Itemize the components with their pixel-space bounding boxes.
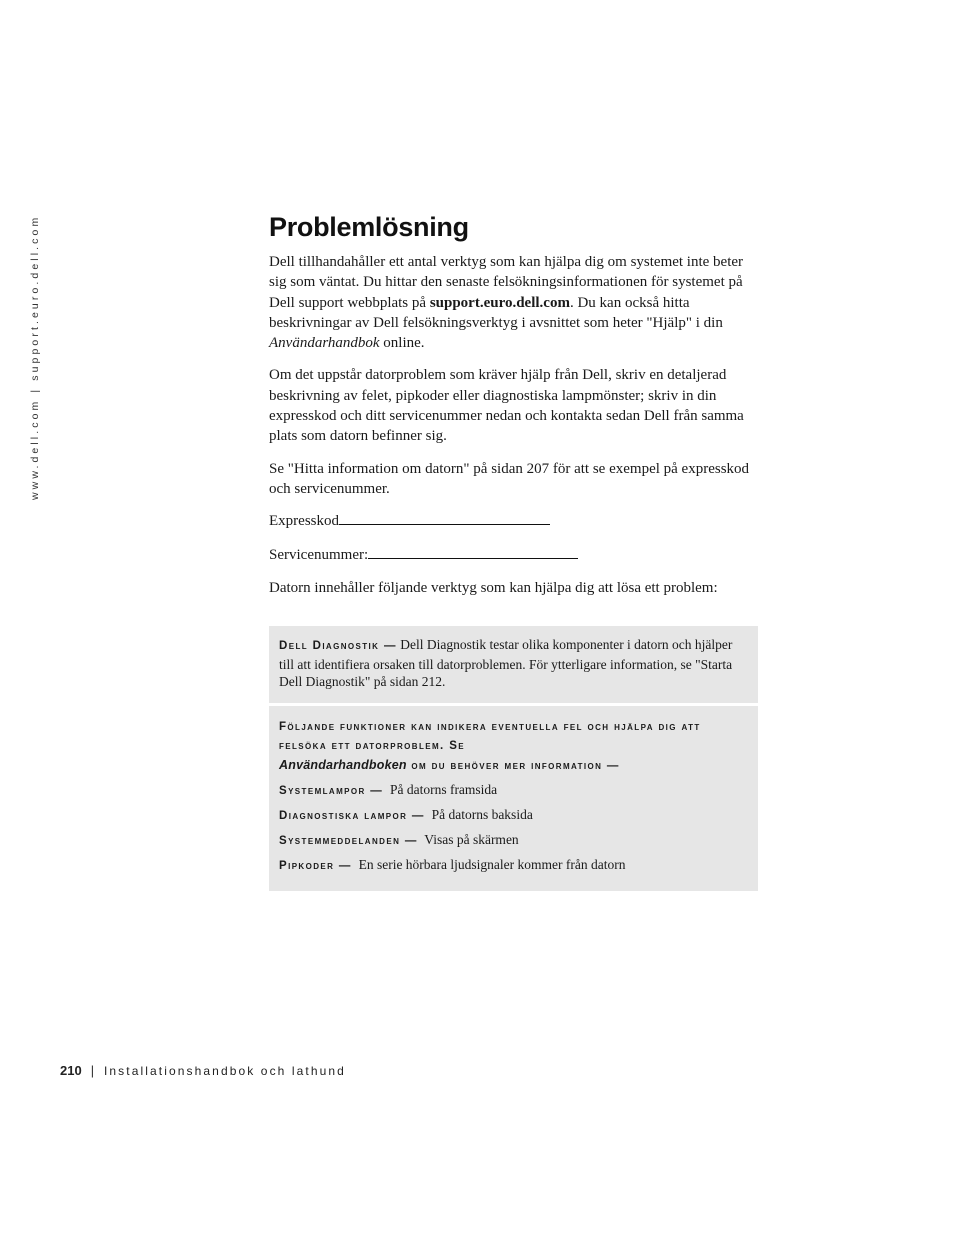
intro-text-1: Dell tillhandahåller ett antal verktyg som kan hjälpa dig om systemet inte beter sig som väntat. Du hittar den senaste felsökningsinformationen för systemet på Dell support webbplats på [269, 254, 744, 311]
indicator-term: Systemmeddelanden — [279, 835, 418, 848]
indicator-text: På datorns framsida [389, 782, 498, 798]
side-url-text: www.dell.com | support.euro.dell.com [29, 214, 41, 500]
side-url-margin [29, 214, 45, 502]
dell-diagnostics-box [269, 626, 758, 703]
indicator-item [279, 781, 748, 801]
indicator-text: Visas på skärmen [424, 832, 519, 848]
support-link[interactable]: support.euro.dell.com [429, 294, 570, 311]
page-footer [60, 1063, 346, 1078]
indicator-term: Diagnostiska lampor — [279, 810, 425, 823]
dell-diagnostics-text: Dell Diagnostik testar olika komponenter i datorn och hjälper till att identifiera orsaken till datorproblemen. För ytterligare information, se "Starta Dell Diagnostik" på sidan 212. [279, 637, 733, 690]
express-code-label: Expresskod [269, 513, 339, 530]
indicator-text: En serie hörbara ljudsignaler kommer från datorn [358, 857, 626, 873]
express-code-line [269, 511, 759, 531]
express-code-blank [339, 512, 550, 525]
indicator-term: Systemlampor — [279, 785, 384, 798]
indicator-text: På datorns baksida [431, 807, 533, 823]
page-title: Problemlösning [269, 212, 469, 242]
page-number: 210 [60, 1063, 82, 1078]
problem-paragraph: Om det uppstår datorproblem som kräver hjälp från Dell, skriv en detaljerad beskrivning av felet, pipkoder eller diagnostiska lampmönster; skriv in din expresskod och ditt servicenummer nedan och kontakta sedan Dell från samma plats som datorn befinner sig. [269, 367, 744, 445]
indicator-item [279, 806, 748, 826]
book-title: Installationshandbok och lathund [103, 1064, 346, 1078]
intro-text-2: . Du kan också hitta beskrivningar av Dell felsökningsverktyg i avsnittet som heter "Hjälp" i din [269, 294, 723, 331]
service-number-line [269, 545, 759, 565]
intro-paragraph [269, 252, 759, 353]
indicators-heading-italic: Användarhandboken [279, 757, 407, 772]
indicator-term: Pipkoder — [279, 860, 352, 873]
tools-intro-paragraph: Datorn innehåller följande verktyg som kan hjälpa dig att lösa ett problem: [269, 579, 718, 596]
indicators-heading-text-1: Följande funktioner kan indikera eventuella fel och hjälpa dig att felsöka ett datorproblem. Se [279, 720, 701, 753]
user-guide-title: Användarhandbok [269, 335, 380, 352]
service-number-label: Servicenummer: [269, 546, 369, 563]
service-number-blank [368, 546, 578, 559]
indicator-item [279, 856, 748, 876]
reference-paragraph: Se "Hitta information om datorn" på sidan 207 för att se exempel på expresskod och servicenummer. [269, 460, 750, 497]
footer-separator: | [90, 1064, 94, 1078]
dell-diagnostics-term: Dell Diagnostik — [279, 640, 397, 653]
intro-text-3: online. [379, 335, 425, 352]
indicators-heading-text-2: om du behöver mer information — [406, 759, 620, 772]
indicators-box [269, 706, 758, 891]
main-content [269, 212, 759, 891]
indicators-heading [279, 717, 748, 776]
indicator-item [279, 831, 748, 851]
